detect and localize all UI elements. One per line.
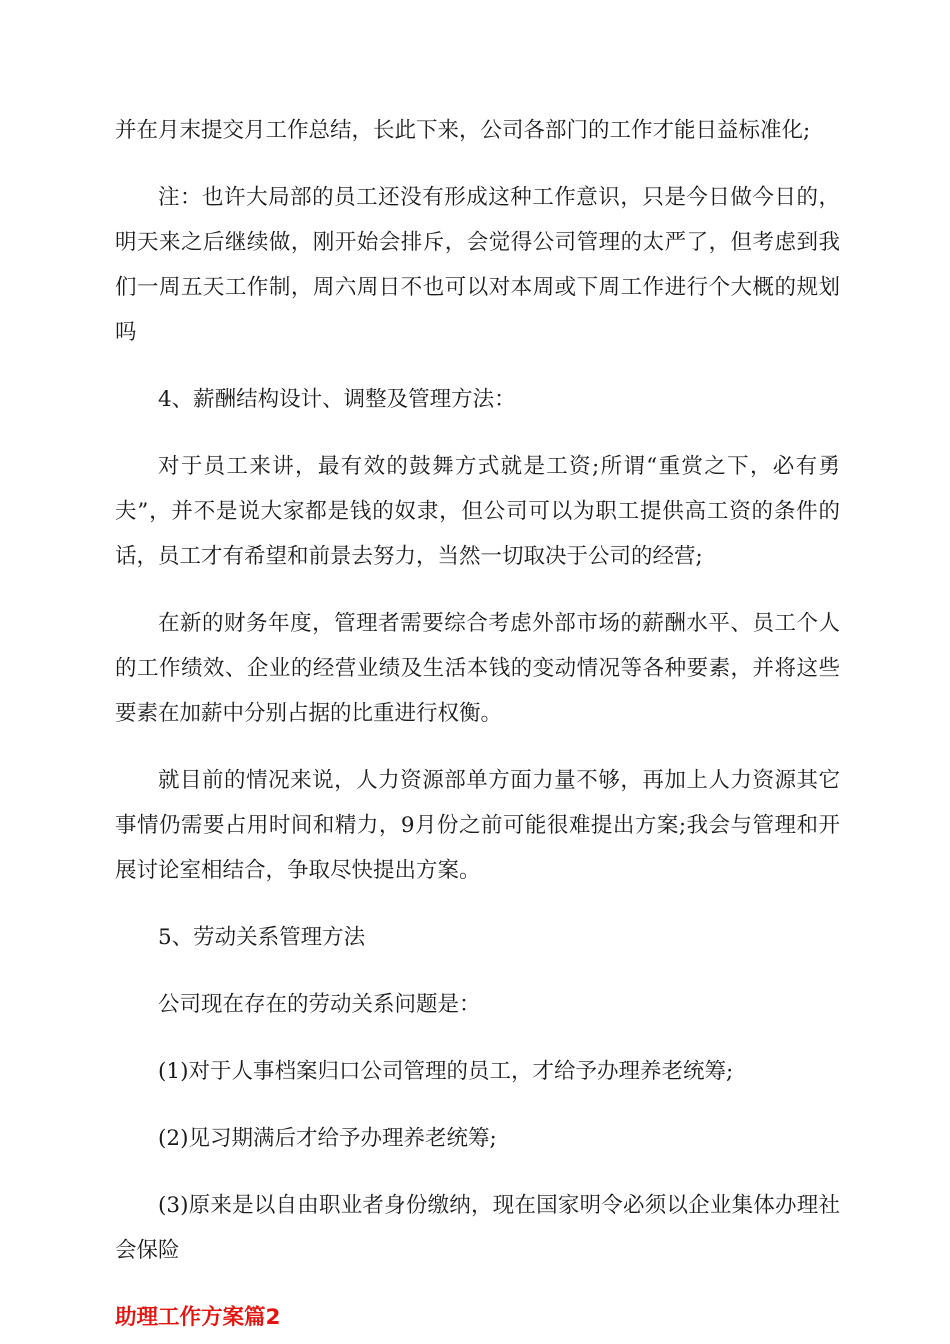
list-item: (1)对于人事档案归口公司管理的员工，才给予办理养老统筹; — [158, 1059, 734, 1084]
paragraph: 在新的财务年度，管理者需要综合考虑外部市场的薪酬水平、员工个人的工作绩效、企业的经营业绩及生活本钱的变动情况等各种要素，并将这些要素在加薪中分别占据的比重进行权衡。 — [115, 611, 840, 726]
section-heading: 助理工作方案篇2 — [115, 1305, 281, 1330]
paragraph: 对于员工来讲，最有效的鼓舞方式就是工资;所谓“重赏之下，必有勇夫”，并不是说大家都是钱的奴隶，但公司可以为职工提供高工资的条件的话，员工才有希望和前景去努力，当然一切取决于公司的经营; — [115, 454, 840, 569]
document-body — [115, 108, 840, 1340]
list-item: (2)见习期满后才给予办理养老统筹; — [158, 1126, 497, 1151]
list-item: (3)原来是以自由职业者身份缴纳，现在国家明令必须以企业集体办理社会保险 — [115, 1193, 840, 1263]
paragraph: 公司现在存在的劳动关系问题是： — [158, 992, 481, 1017]
paragraph: 注：也许大局部的员工还没有形成这种工作意识，只是今日做今日的，明天来之后继续做，刚开始会排斥，会觉得公司管理的太严了，但考虑到我们一周五天工作制，周六周日不也可以对本周或下周工作进行个大概的规划吗 — [115, 185, 840, 345]
paragraph: 就目前的情况来说，人力资源部单方面力量不够，再加上人力资源其它事情仍需要占用时间和精力，9月份之前可能很难提出方案;我会与管理和开展讨论室相结合，争取尽快提出方案。 — [115, 768, 840, 883]
section-item-heading: 4、薪酬结构设计、调整及管理方法： — [158, 387, 516, 412]
paragraph: 并在月末提交月工作总结，长此下来，公司各部门的工作才能日益标准化; — [115, 118, 811, 143]
section-item-heading: 5、劳动关系管理方法 — [158, 925, 366, 950]
